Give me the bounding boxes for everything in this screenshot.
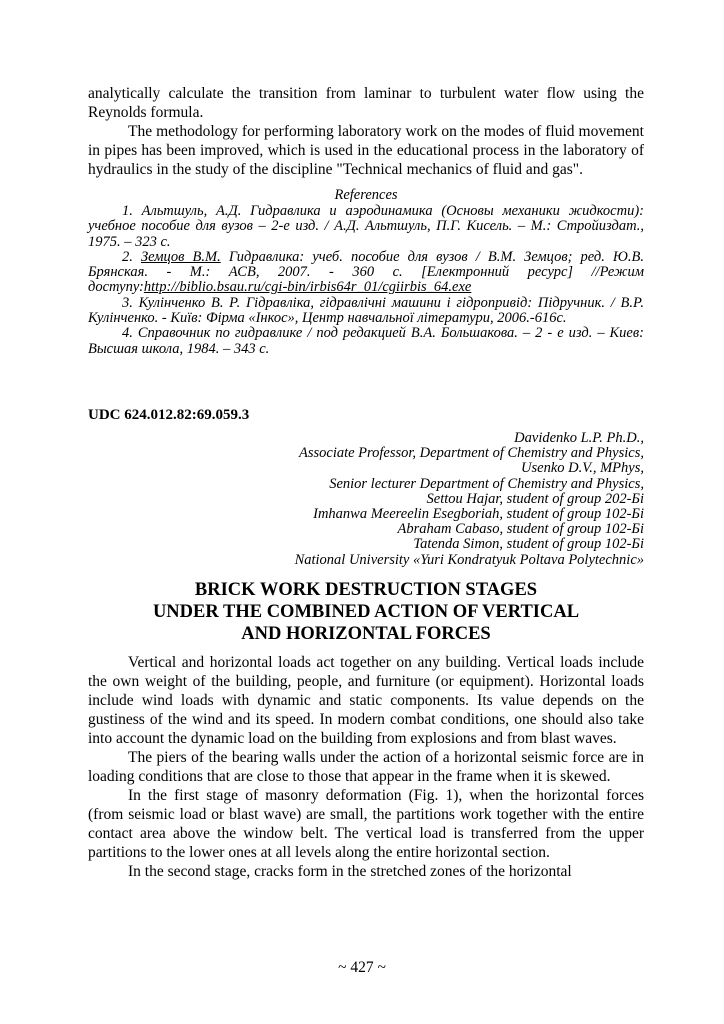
paper-title bbox=[88, 579, 644, 645]
author-line: Associate Professor, Department of Chemistry and Physics, bbox=[298, 445, 644, 462]
udc-code: UDC 624.012.82:69.059.3 bbox=[88, 406, 250, 423]
author-block bbox=[88, 431, 644, 568]
author-line: Senior lecturer Department of Chemistry and Physics, bbox=[329, 475, 644, 492]
author-line: Abraham Cabaso, student of group 102-Бі bbox=[397, 521, 644, 538]
title-line-2: UNDER THE COMBINED ACTION OF VERTICAL bbox=[152, 601, 580, 622]
body-paragraph-4: In the second stage, cracks form in the stretched zones of the horizontal bbox=[128, 862, 572, 880]
reference-item-1: 1. Альтшуль, А.Д. Гидравлика и аэродинамика (Основы механики жидкости): учебное пособие для вузов – 2-е изд. / А.Д. Альтшуль, П.Г. Кисель. – М.: Стройиздат., 1975. – 323 с. bbox=[88, 203, 644, 250]
reference-url-link[interactable]: http://biblio.bsau.ru/cgi-bin/irbis64r_01/cgiirbis_64.exe bbox=[143, 279, 472, 296]
reference-item-4: 4. Справочник по гидравлике / под редакцией В.А. Большакова. – 2 - е изд. – Киев: Высшая школа, 1984. – 343 с. bbox=[88, 325, 644, 357]
author-line: National University «Yuri Kondratyuk Poltava Polytechnic» bbox=[294, 551, 644, 568]
title-line-1: BRICK WORK DESTRUCTION STAGES bbox=[194, 579, 538, 600]
author-line: Tatenda Simon, student of group 102-Бі bbox=[413, 536, 644, 553]
body-paragraph-2: The piers of the bearing walls under the action of a horizontal seismic force are in loading conditions that are close to those that appear in the frame when it is skewed. bbox=[88, 748, 644, 785]
author-line: Imhanwa Meereelin Esegboriah, student of group 102-Бі bbox=[313, 505, 644, 522]
body-paragraph-3: In the first stage of masonry deformation (Fig. 1), when the horizontal forces (from seismic load or blast wave) are small, the partitions work together with the entire contact area above the window belt. The vertical load is transferred from the upper partitions to the lower ones at all levels along the entire horizontal section. bbox=[88, 786, 644, 861]
author-line: Davidenko L.P. Ph.D., bbox=[514, 429, 644, 446]
references-heading: References bbox=[334, 187, 398, 203]
reference-item-3: 3. Кулінченко В. Р. Гідравліка, гідравлічні машини і гідропривід: Підручник. / В.Р. Кулінченко. - Київ: Фірма «Інкос», Центр навчальної літератури, 2006.-616с. bbox=[88, 294, 644, 327]
title-line-3: AND HORIZONTAL FORCES bbox=[241, 623, 491, 644]
reference-author-underlined: Земцов В.М. bbox=[140, 248, 221, 265]
reference-number: 2. bbox=[122, 248, 141, 265]
body-paragraph-1: Vertical and horizontal loads act together on any building. Vertical loads include the own weight of the building, people, and furniture (or equipment). Horizontal loads include wind loads with dynamic and static components. Its value depends on the gustiness of the wind and its speed. In modern combat conditions, one should also take into account the dynamic load on the building from explosions and from blast waves. bbox=[88, 653, 644, 747]
author-line: Usenko D.V., MPhys, bbox=[521, 460, 644, 477]
intro-paragraph-2: The methodology for performing laboratory work on the modes of fluid movement in pipes has been improved, which is used in the educational process in the laboratory of hydraulics in the study of the discipline "Technical mechanics of fluid and gas". bbox=[88, 123, 644, 178]
intro-paragraph-1: analytically calculate the transition from laminar to turbulent water flow using the Reynolds formula. bbox=[88, 85, 644, 121]
references-section bbox=[88, 187, 644, 357]
reference-item-2 bbox=[88, 250, 644, 296]
author-line: Settou Hajar, student of group 202-Бі bbox=[426, 490, 644, 507]
reference-text: Гидравлика: учеб. пособие для вузов / В.М. Земцов; ред. Ю.В. Брянская. - М.: АСВ, 2007. - 360 с. [Електронний ресурс] //Режим доступу: bbox=[88, 248, 644, 296]
page-number: ~ 427 ~ bbox=[338, 959, 386, 976]
